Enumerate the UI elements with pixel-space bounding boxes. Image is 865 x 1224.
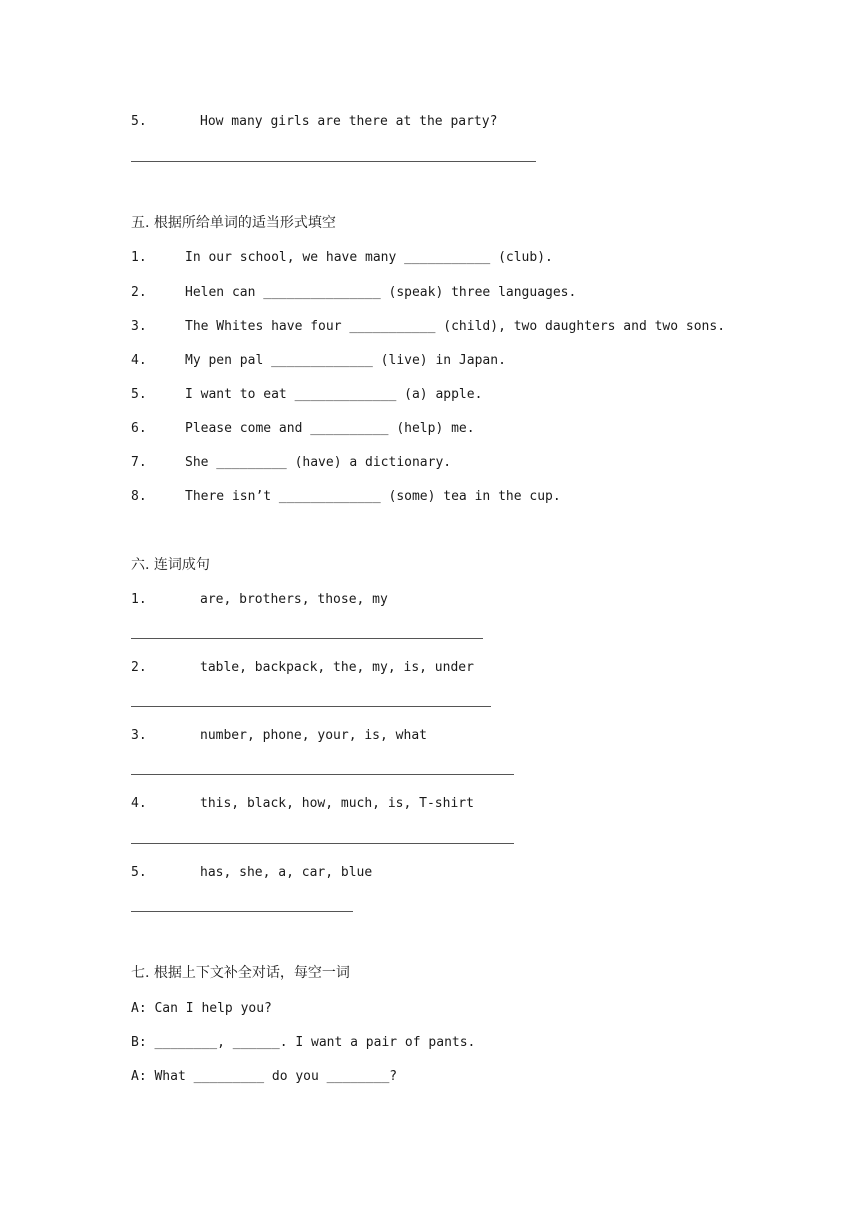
item-number: 2. bbox=[131, 285, 147, 300]
fill-blank-item: The Whites have four ___________ (child), two daughters and two sons. bbox=[185, 319, 726, 334]
question-text: How many girls are there at the party? bbox=[200, 114, 498, 129]
fill-blank-item: In our school, we have many ___________ (club). bbox=[185, 250, 553, 265]
word-list: this, black, how, much, is, T-shirt bbox=[200, 796, 474, 811]
section-heading-5: 五. 根据所给单词的适当形式填空 bbox=[131, 215, 336, 231]
fill-blank-item: Please come and __________ (help) me. bbox=[185, 421, 475, 436]
dialogue-line: A: What _________ do you ________? bbox=[131, 1069, 398, 1084]
answer-line[interactable] bbox=[131, 638, 483, 639]
item-number: 3. bbox=[131, 319, 147, 334]
item-number: 6. bbox=[131, 421, 147, 436]
item-number: 5. bbox=[131, 865, 147, 880]
fill-blank-item: There isn’t _____________ (some) tea in the cup. bbox=[185, 489, 561, 504]
answer-line[interactable] bbox=[131, 911, 353, 912]
answer-line[interactable] bbox=[131, 706, 491, 707]
fill-blank-item: I want to eat _____________ (a) apple. bbox=[185, 387, 483, 402]
word-list: has, she, a, car, blue bbox=[200, 865, 373, 880]
dialogue-line: A: Can I help you? bbox=[131, 1001, 272, 1016]
dialogue-line: B: ________, ______. I want a pair of pants. bbox=[131, 1035, 476, 1050]
item-number: 8. bbox=[131, 489, 147, 504]
item-number: 4. bbox=[131, 353, 147, 368]
answer-line[interactable] bbox=[131, 161, 536, 162]
item-number: 3. bbox=[131, 728, 147, 743]
fill-blank-item: My pen pal _____________ (live) in Japan. bbox=[185, 353, 506, 368]
word-list: are, brothers, those, my bbox=[200, 592, 388, 607]
item-number: 5. bbox=[131, 387, 147, 402]
word-list: number, phone, your, is, what bbox=[200, 728, 427, 743]
item-number: 1. bbox=[131, 592, 147, 607]
question-number: 5. bbox=[131, 114, 147, 129]
answer-line[interactable] bbox=[131, 843, 514, 844]
item-number: 4. bbox=[131, 796, 147, 811]
section-heading-7: 七. 根据上下文补全对话，每空一词 bbox=[131, 965, 350, 981]
fill-blank-item: Helen can _______________ (speak) three languages. bbox=[185, 285, 577, 300]
word-list: table, backpack, the, my, is, under bbox=[200, 660, 474, 675]
item-number: 1. bbox=[131, 250, 147, 265]
item-number: 2. bbox=[131, 660, 147, 675]
fill-blank-item: She _________ (have) a dictionary. bbox=[185, 455, 452, 470]
answer-line[interactable] bbox=[131, 774, 514, 775]
section-heading-6: 六. 连词成句 bbox=[131, 557, 210, 573]
item-number: 7. bbox=[131, 455, 147, 470]
